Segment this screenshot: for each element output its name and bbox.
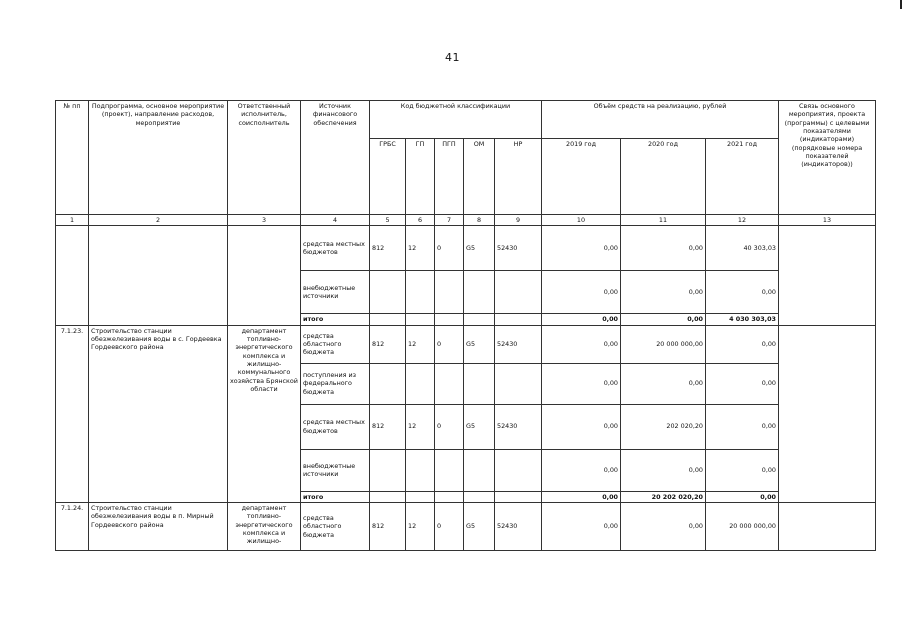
amount-2020: 0,00 [621, 271, 706, 314]
source-cell: средства областного бюджета [301, 325, 370, 363]
gp-cell: 12 [406, 502, 435, 550]
column-number: 11 [621, 215, 706, 226]
header-responsible: Ответственный исполнитель, соисполнитель [228, 101, 301, 215]
empty-cell [406, 314, 435, 325]
source-cell: средства местных бюджетов [301, 404, 370, 449]
source-cell: внебюджетные источники [301, 271, 370, 314]
header-program: Подпрограмма, основное мероприятие (проект), направление расходов, мероприятие [89, 101, 228, 215]
pgp-cell: 0 [435, 325, 464, 363]
pgp-cell [435, 449, 464, 491]
om-cell: G5 [464, 502, 495, 550]
header-row [56, 101, 876, 139]
om-cell: G5 [464, 226, 495, 271]
empty-cell [435, 491, 464, 502]
header-link: Связь основного мероприятия, проекта (программы) с целевыми показателями (индикаторами) (порядковые номера показателей (индикаторов)) [779, 101, 876, 215]
header-source: Источник финансового обеспечения [301, 101, 370, 215]
header-budget-code: Код бюджетной классификации [370, 101, 542, 139]
empty-cell [370, 314, 406, 325]
amount-2019: 0,00 [542, 449, 621, 491]
link-cell [779, 502, 876, 550]
total-label: итого [301, 314, 370, 325]
table-row [56, 226, 876, 271]
gp-cell [406, 271, 435, 314]
pgp-cell [435, 363, 464, 404]
om-cell [464, 271, 495, 314]
grbs-cell: 812 [370, 325, 406, 363]
scan-edge-mark [900, 0, 902, 9]
amount-2019: 0,00 [542, 226, 621, 271]
column-number: 9 [495, 215, 542, 226]
column-number: 4 [301, 215, 370, 226]
amount-2021: 0,00 [706, 325, 779, 363]
amount-2021: 40 303,03 [706, 226, 779, 271]
header-nr: НР [495, 139, 542, 215]
responsible-cell: департамент топливно-энергетического комплекса и жилищно-коммунального хозяйства Брянской области [228, 325, 301, 502]
empty-cell [495, 314, 542, 325]
amount-2020: 0,00 [621, 226, 706, 271]
amount-2021: 0,00 [706, 363, 779, 404]
program-cell [89, 226, 228, 325]
table-row [56, 502, 876, 550]
grbs-cell [370, 449, 406, 491]
pgp-cell: 0 [435, 404, 464, 449]
amount-2019: 0,00 [542, 271, 621, 314]
amount-2019: 0,00 [542, 325, 621, 363]
header-om: ОМ [464, 139, 495, 215]
amount-2021: 20 000 000,00 [706, 502, 779, 550]
pgp-cell: 0 [435, 226, 464, 271]
nr-cell [495, 363, 542, 404]
om-cell [464, 449, 495, 491]
pp-cell: 7.1.24. [56, 502, 89, 550]
column-number: 10 [542, 215, 621, 226]
pgp-cell: 0 [435, 502, 464, 550]
column-number: 12 [706, 215, 779, 226]
program-cell: Строительство станции обезжелезивания воды в п. Мирный Гордеевского района [89, 502, 228, 550]
pp-cell: 7.1.23. [56, 325, 89, 502]
header-2021: 2021 год [706, 139, 779, 215]
om-cell [464, 363, 495, 404]
gp-cell [406, 449, 435, 491]
nr-cell: 52430 [495, 502, 542, 550]
column-number-row [56, 215, 876, 226]
amount-2020: 0,00 [621, 363, 706, 404]
amount-2021: 0,00 [706, 404, 779, 449]
column-number: 13 [779, 215, 876, 226]
empty-cell [464, 491, 495, 502]
amount-2019: 0,00 [542, 363, 621, 404]
column-number: 8 [464, 215, 495, 226]
gp-cell: 12 [406, 226, 435, 271]
amount-2020: 20 000 000,00 [621, 325, 706, 363]
gp-cell: 12 [406, 404, 435, 449]
om-cell: G5 [464, 404, 495, 449]
source-cell: средства областного бюджета [301, 502, 370, 550]
pp-cell [56, 226, 89, 325]
grbs-cell: 812 [370, 226, 406, 271]
responsible-cell [228, 226, 301, 325]
total-2019: 0,00 [542, 314, 621, 325]
budget-table [55, 100, 876, 551]
grbs-cell: 812 [370, 404, 406, 449]
header-pp: № пп [56, 101, 89, 215]
header-grbs: ГРБС [370, 139, 406, 215]
empty-cell [435, 314, 464, 325]
grbs-cell: 812 [370, 502, 406, 550]
gp-cell: 12 [406, 325, 435, 363]
empty-cell [370, 491, 406, 502]
empty-cell [495, 491, 542, 502]
om-cell: G5 [464, 325, 495, 363]
total-2021: 4 030 303,03 [706, 314, 779, 325]
header-volume: Объём средств на реализацию, рублей [542, 101, 779, 139]
total-2020: 20 202 020,20 [621, 491, 706, 502]
amount-2020: 0,00 [621, 502, 706, 550]
amount-2020: 202 020,20 [621, 404, 706, 449]
source-cell: внебюджетные источники [301, 449, 370, 491]
header-pgp: ПГП [435, 139, 464, 215]
column-number: 6 [406, 215, 435, 226]
grbs-cell [370, 271, 406, 314]
amount-2021: 0,00 [706, 271, 779, 314]
amount-2020: 0,00 [621, 449, 706, 491]
pgp-cell [435, 271, 464, 314]
page-number: 41 [445, 51, 460, 64]
link-cell [779, 226, 876, 325]
amount-2019: 0,00 [542, 404, 621, 449]
responsible-cell: департамент топливно-энергетического комплекса и жилищно- [228, 502, 301, 550]
source-cell: поступления из федерального бюджета [301, 363, 370, 404]
amount-2019: 0,00 [542, 502, 621, 550]
header-2020: 2020 год [621, 139, 706, 215]
nr-cell [495, 271, 542, 314]
nr-cell: 52430 [495, 404, 542, 449]
column-number: 7 [435, 215, 464, 226]
total-2020: 0,00 [621, 314, 706, 325]
column-number: 5 [370, 215, 406, 226]
source-cell: средства местных бюджетов [301, 226, 370, 271]
amount-2021: 0,00 [706, 449, 779, 491]
empty-cell [406, 491, 435, 502]
nr-cell [495, 449, 542, 491]
header-gp: ГП [406, 139, 435, 215]
total-2019: 0,00 [542, 491, 621, 502]
table-row [56, 325, 876, 363]
nr-cell: 52430 [495, 226, 542, 271]
header-2019: 2019 год [542, 139, 621, 215]
column-number: 1 [56, 215, 89, 226]
total-label: итого [301, 491, 370, 502]
link-cell [779, 325, 876, 502]
gp-cell [406, 363, 435, 404]
total-2021: 0,00 [706, 491, 779, 502]
nr-cell: 52430 [495, 325, 542, 363]
program-cell: Строительство станции обезжелезивания воды в с. Гордеевка Гордеевского района [89, 325, 228, 502]
empty-cell [464, 314, 495, 325]
column-number: 2 [89, 215, 228, 226]
grbs-cell [370, 363, 406, 404]
column-number: 3 [228, 215, 301, 226]
